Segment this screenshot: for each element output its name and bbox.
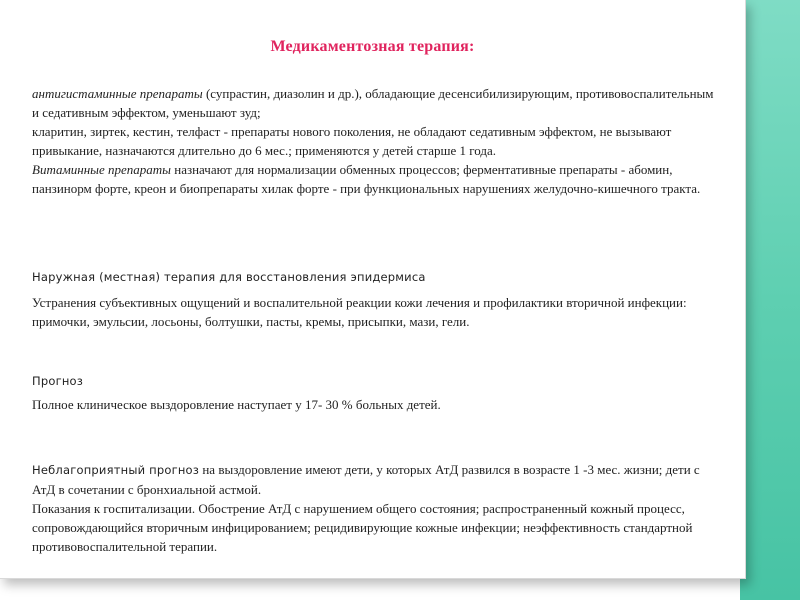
antihistamine-term: антигистаминные препараты: [32, 86, 203, 101]
medication-therapy-section: [32, 84, 722, 198]
antihistamine-paragraph: [32, 84, 722, 122]
antihistamine-description: (супрастин, диазолин и др.), обладающие десенсибилизирующим, противовоспалительным и седативным эффектом, уменьшают зуд;: [32, 86, 714, 120]
vitamin-term: Витаминные препараты: [32, 162, 171, 177]
unfavorable-prognosis-text: на выздоровление имеют дети, у которых АтД развился в возрасте 1 -3 мес. жизни; дети с АтД в сочетании с бронхиальной астмой.: [32, 462, 700, 497]
decorative-background: [740, 0, 800, 600]
external-therapy-text: Устранения субъективных ощущений и воспалительной реакции кожи лечения и профилактики вторичной инфекции: примочки, эмульсии, лосьоны, болтушки, пасты, кремы, присыпки, мази, гели.: [32, 295, 687, 329]
external-therapy-section: [32, 268, 722, 331]
unfavorable-prognosis-paragraph: [32, 460, 722, 499]
prognosis-text: Полное клиническое выздоровление наступает у 17- 30 % больных детей.: [32, 397, 441, 412]
hospitalization-text: Показания к госпитализации. Обострение АтД с нарушением общего состояния; распространенный кожный процесс, сопровождающийся вторичным инфицированием; рецидивирующие кожные инфекции; неэффективность стандартной противовоспалительной терапии.: [32, 501, 693, 554]
vitamin-description: назначают для нормализации обменных процессов; ферментативные препараты - абомин, панзинорм форте, креон и биопрепараты хилак форте - при функциональных нарушениях желудочно-кишечного тракта.: [32, 162, 701, 196]
new-generation-paragraph: кларитин, зиртек, кестин, телфаст - препараты нового поколения, не обладают седативным эффектом, не вызывают привыкание, назначаются длительно до 6 мес.; применяются у детей старше 1 года.: [32, 124, 672, 158]
external-therapy-heading: Наружная (местная) терапия для восстановления эпидермиса: [32, 270, 426, 284]
vitamin-paragraph: [32, 160, 722, 198]
unfavorable-prognosis-heading: Неблагоприятный прогноз: [32, 463, 200, 477]
page-title: Медикаментозная терапия:: [270, 38, 475, 55]
prognosis-heading: Прогноз: [32, 374, 84, 388]
prognosis-section: [32, 372, 722, 414]
unfavorable-prognosis-section: [32, 460, 722, 556]
